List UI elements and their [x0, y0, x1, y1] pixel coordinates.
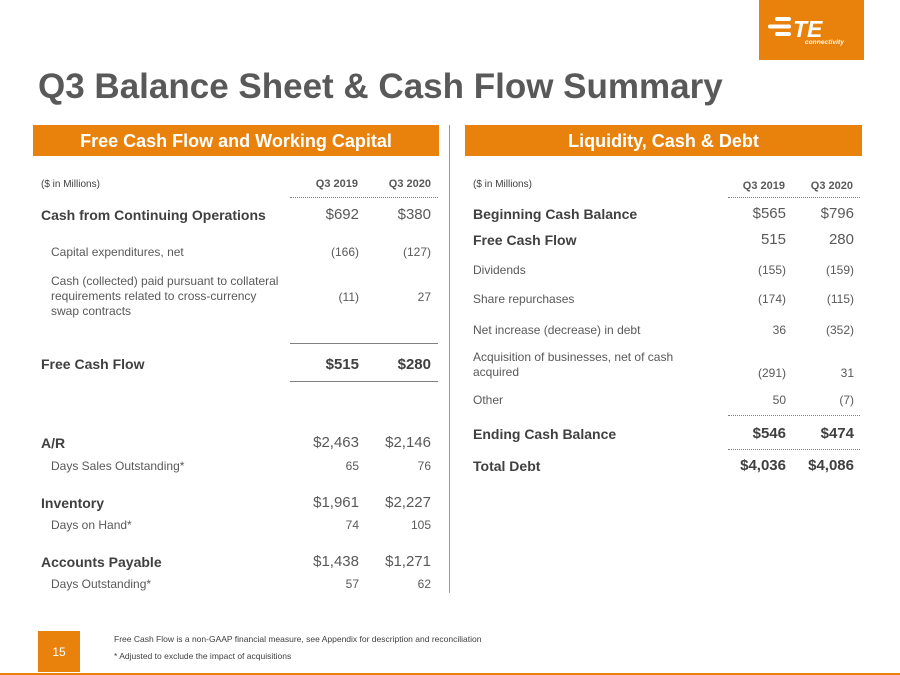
row-label: Free Cash Flow	[41, 356, 145, 372]
row-value-q3-2020: 62	[417, 577, 431, 591]
row-value-q3-2019: 50	[772, 393, 786, 407]
row-label: Dividends	[473, 263, 526, 277]
row-value-q3-2020: $280	[397, 356, 431, 373]
total-rule	[290, 381, 438, 382]
row-label: Cash from Continuing Operations	[41, 207, 266, 223]
row-value-q3-2020: $380	[397, 206, 431, 223]
row-label: Other	[473, 393, 504, 407]
row-value-q3-2020: 105	[410, 518, 431, 532]
row-value-q3-2020: $4,086	[808, 457, 854, 474]
row-value-q3-2019: 57	[345, 577, 359, 591]
row-label: Inventory	[41, 495, 105, 511]
row-value-q3-2020: (159)	[825, 263, 854, 277]
row-value-q3-2020: $1,271	[385, 553, 431, 570]
svg-text:TE: TE	[793, 16, 823, 42]
row-value-q3-2019: (166)	[330, 245, 359, 259]
row-value-q3-2019: $692	[325, 206, 359, 223]
page-number: 15	[38, 631, 80, 672]
row-label: Accounts Payable	[41, 554, 162, 570]
row-value-q3-2020: 280	[828, 231, 854, 248]
row-value-q3-2019: $2,463	[313, 434, 359, 451]
row-value-q3-2020: (352)	[825, 323, 854, 337]
row-value-q3-2020: (115)	[826, 292, 854, 306]
subtotal-rule	[728, 415, 860, 416]
row-label: Beginning Cash Balance	[473, 206, 638, 222]
left-col-q3-2020: Q3 2020	[388, 178, 431, 190]
row-value-q3-2019: (155)	[757, 263, 786, 277]
right-panel-header: Liquidity, Cash & Debt	[465, 125, 862, 156]
row-value-q3-2019: (11)	[338, 290, 359, 304]
row-value-q3-2020: 27	[417, 290, 431, 304]
row-value-q3-2019: $546	[752, 425, 786, 442]
page-title: Q3 Balance Sheet & Cash Flow Summary	[38, 67, 723, 106]
row-label: Days Outstanding*	[51, 577, 152, 591]
right-header-rule	[728, 197, 860, 198]
row-label: Net increase (decrease) in debt	[473, 323, 641, 337]
row-label: Days on Hand*	[51, 518, 132, 532]
row-value-q3-2019: $1,961	[313, 494, 359, 511]
row-value-q3-2020: $474	[820, 425, 854, 442]
right-col-q3-2019: Q3 2019	[742, 180, 785, 192]
footnote-fcf: Free Cash Flow is a non-GAAP financial measure, see Appendix for description and reconciliation	[114, 634, 482, 644]
te-logo-icon	[759, 0, 864, 60]
row-label: Capital expenditures, net	[51, 245, 184, 259]
right-units-label: ($ in Millions)	[473, 179, 532, 190]
row-value-q3-2020: $2,146	[385, 434, 431, 451]
left-header-rule	[290, 197, 438, 198]
row-label: Free Cash Flow	[473, 232, 577, 248]
row-value-q3-2020: 31	[840, 366, 854, 380]
row-label: Days Sales Outstanding*	[51, 459, 185, 473]
row-value-q3-2019: 74	[345, 518, 359, 532]
row-value-q3-2019: (174)	[757, 292, 786, 306]
logo-tagline: connectivity	[804, 39, 844, 46]
row-label: A/R	[41, 435, 66, 451]
row-value-q3-2020: $796	[820, 205, 854, 222]
footnote-adjusted: * Adjusted to exclude the impact of acquisitions	[114, 651, 292, 661]
total-rule	[728, 449, 860, 450]
left-units-label: ($ in Millions)	[41, 179, 100, 190]
row-value-q3-2019: $565	[752, 205, 786, 222]
row-value-q3-2019: 515	[760, 231, 786, 248]
row-value-q3-2020: (7)	[839, 393, 854, 407]
row-value-q3-2019: 65	[345, 459, 359, 473]
row-label: Total Debt	[473, 458, 541, 474]
row-value-q3-2019: $4,036	[740, 457, 786, 474]
row-value-q3-2019: $515	[325, 356, 359, 373]
te-connectivity-logo	[759, 0, 864, 60]
row-value-q3-2020: (127)	[402, 245, 431, 259]
panel-divider	[449, 125, 450, 593]
right-col-q3-2020: Q3 2020	[810, 180, 853, 192]
row-value-q3-2019: $1,438	[313, 553, 359, 570]
row-label: Acquisition of businesses, net of cash acquired	[473, 350, 674, 379]
row-value-q3-2019: 36	[772, 323, 786, 337]
row-value-q3-2019: (291)	[757, 366, 786, 380]
subtotal-rule	[290, 343, 438, 344]
row-value-q3-2020: $2,227	[385, 494, 431, 511]
left-panel-header: Free Cash Flow and Working Capital	[33, 125, 439, 156]
row-value-q3-2020: 76	[417, 459, 431, 473]
row-label: Cash (collected) paid pursuant to collateral requirements related to cross-currency swap contracts	[51, 274, 279, 318]
left-col-q3-2019: Q3 2019	[315, 178, 358, 190]
row-label: Share repurchases	[473, 292, 575, 306]
row-label: Ending Cash Balance	[473, 426, 617, 442]
